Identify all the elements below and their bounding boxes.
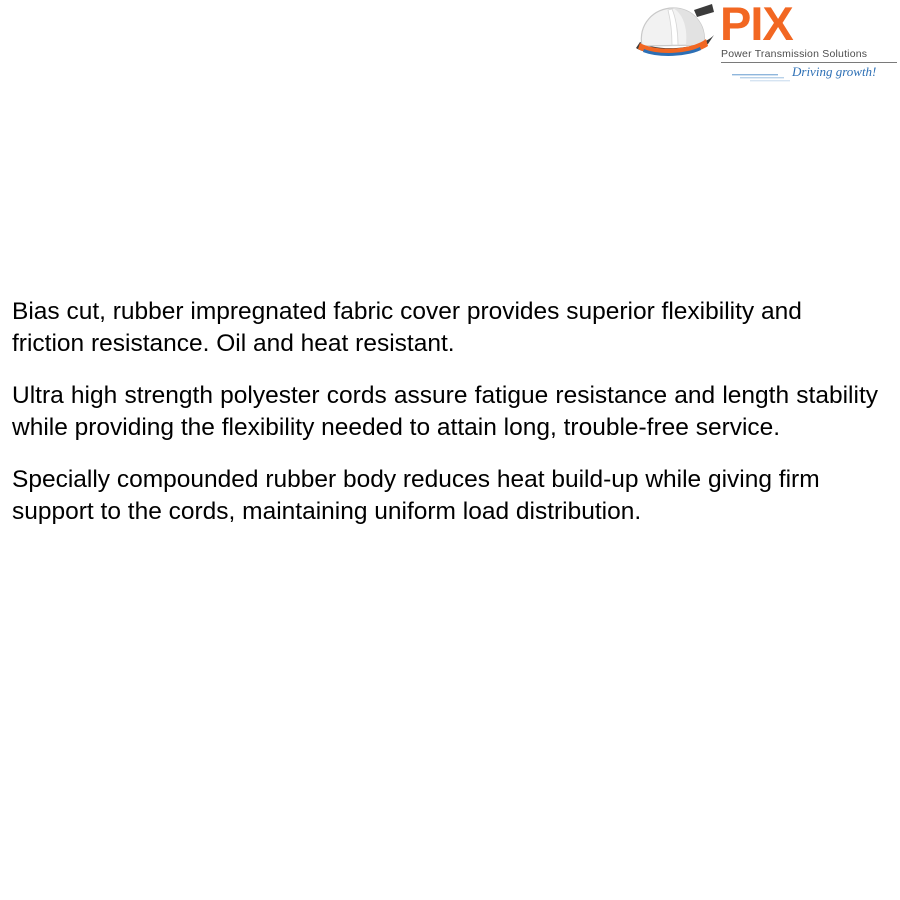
paragraph-3: Specially compounded rubber body reduces heat build-up while giving firm support to the cords, maintaining uniform load distribution. <box>12 466 820 525</box>
brand-tagline: Power Transmission Solutions <box>721 48 868 60</box>
speed-streaks-icon <box>732 70 792 84</box>
logo-divider <box>721 62 897 63</box>
paragraph-2: Ultra high strength polyester cords assure fatigue resistance and length stability while providing the flexibility needed to attain long, trouble-free service. <box>12 382 878 441</box>
helmet-logo-icon <box>628 2 718 64</box>
brand-logo <box>624 0 900 92</box>
paragraph-1: Bias cut, rubber impregnated fabric cover provides superior flexibility and friction resistance. Oil and heat resistant. <box>12 298 802 357</box>
document-body <box>12 296 878 528</box>
brand-wordmark: PIX <box>720 0 793 50</box>
brand-slogan: Driving growth! <box>792 64 877 79</box>
